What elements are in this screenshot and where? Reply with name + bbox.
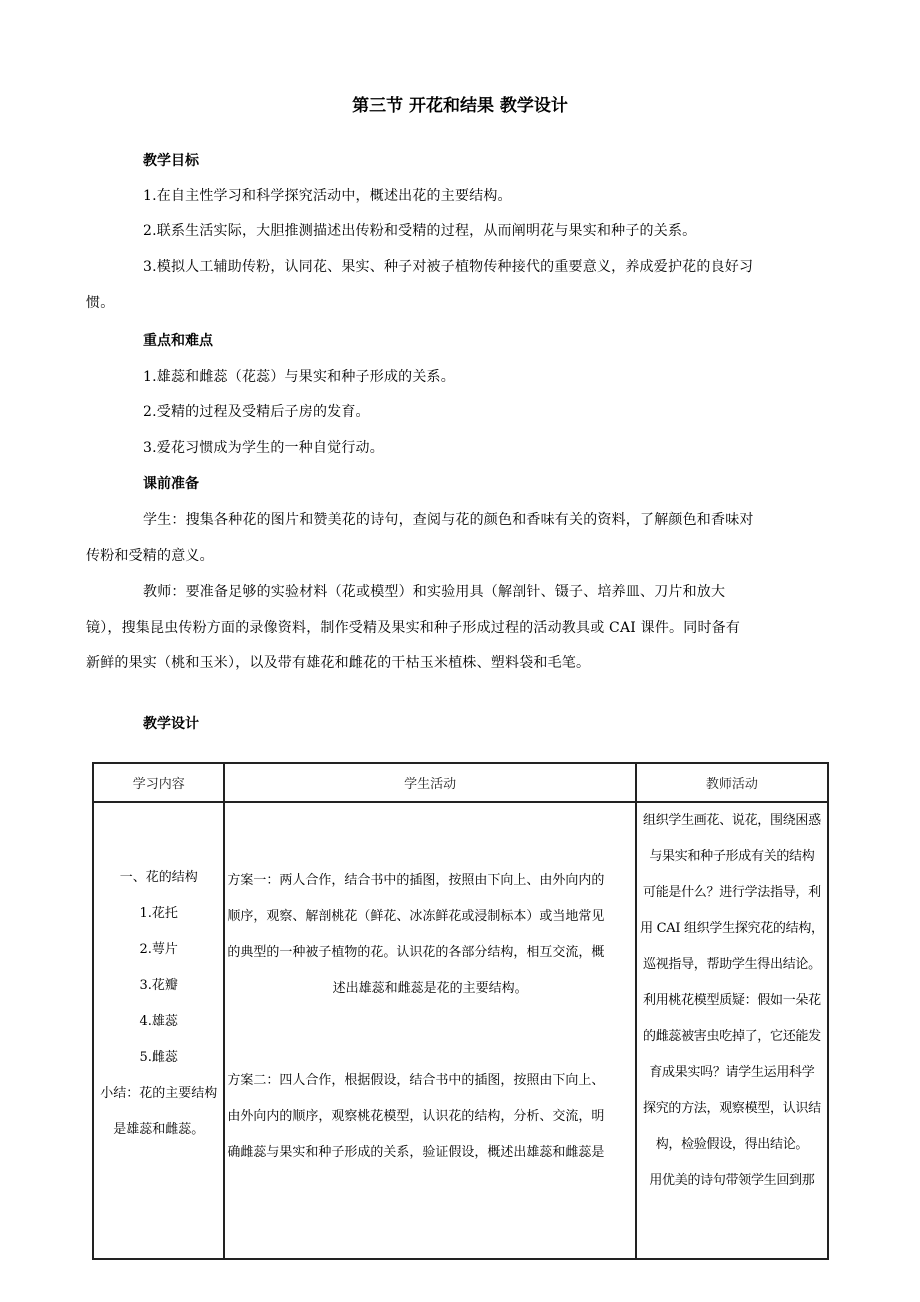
student-activity-cell (224, 802, 635, 1259)
plan1-line: 方案一：两人合作，结合书中的插图，按照由下向上、由外向内的 (227, 873, 605, 888)
header-teacher-activity: 教师活动 (636, 763, 828, 802)
teacher-line: 利用桃花模型质疑：假如一朵花 (643, 993, 821, 1008)
design-heading: 教学设计 (143, 716, 199, 732)
key-point-item: 1.雄蕊和雌蕊（花蕊）与果实和种子形成的关系。 (143, 369, 455, 385)
objective-item: 3.模拟人工辅助传粉，认同花、果实、种子对被子植物传种接代的重要意义，养成爱护花的良好习 (143, 259, 754, 275)
teacher-line: 的雌蕊被害虫吃掉了，它还能发 (643, 1029, 821, 1044)
student-prep-line: 学生：搜集各种花的图片和赞美花的诗句，查阅与花的颜色和香味有关的资料，了解颜色和香味对 (143, 512, 754, 528)
teacher-prep-line: 新鲜的果实（桃和玉米），以及带有雄花和雌花的干枯玉米植株、塑料袋和毛笔。 (86, 655, 591, 671)
content-line: 1.花托 (139, 906, 178, 921)
teacher-line: 可能是什么？进行学法指导，利 (643, 885, 821, 900)
preparation-heading: 课前准备 (143, 476, 199, 492)
content-cell (93, 802, 224, 1259)
objective-item-continuation: 惯。 (86, 295, 115, 311)
plan2-line: 确雌蕊与果实和种子形成的关系，验证假设，概述出雄蕊和雌蕊是 (227, 1145, 605, 1160)
plan2-line: 方案二：四人合作，根据假设，结合书中的插图，按照由下向上、 (227, 1073, 605, 1088)
content-line: 5.雌蕊 (139, 1050, 178, 1065)
plan1-line: 的典型的一种被子植物的花。认识花的各部分结构，相互交流，概 (227, 945, 605, 960)
content-line: 2.萼片 (139, 942, 178, 957)
teacher-line: 用优美的诗句带领学生回到那 (649, 1173, 815, 1188)
key-point-item: 3.爱花习惯成为学生的一种自觉行动。 (143, 440, 384, 456)
table-header-row (93, 763, 828, 802)
teacher-line: 组织学生画花、说花，围绕困惑 (643, 813, 821, 828)
objective-item: 1.在自主性学习和科学探究活动中，概述出花的主要结构。 (143, 188, 512, 204)
teacher-line: 与果实和种子形成有关的结构 (649, 849, 815, 864)
plan1-line: 述出雄蕊和雌蕊是花的主要结构。 (332, 981, 528, 996)
content-line: 3.花瓣 (139, 978, 178, 993)
teacher-line: 构，检验假设，得出结论。 (655, 1137, 809, 1152)
plan2-line: 由外向内的顺序，观察桃花模型，认识花的结构，分析、交流，明 (227, 1109, 605, 1124)
teacher-line: 用 CAI 组织学生探究花的结构， (640, 921, 824, 936)
objective-item: 2.联系生活实际，大胆推测描述出传粉和受精的过程，从而阐明花与果实和种子的关系。 (143, 223, 697, 239)
plan1-line: 顺序，观察、解剖桃花（鲜花、冰冻鲜花或浸制标本）或当地常见 (227, 909, 605, 924)
teacher-prep-line: 教师：要准备足够的实验材料（花或模型）和实验用具（解剖针、镊子、培养皿、刀片和放大 (143, 584, 726, 600)
table-row (93, 802, 828, 1259)
teacher-activity-cell (636, 802, 828, 1259)
header-content: 学习内容 (93, 763, 224, 802)
header-student-activity: 学生活动 (224, 763, 635, 802)
content-line: 4.雄蕊 (139, 1014, 178, 1029)
teacher-line: 巡视指导，帮助学生得出结论。 (643, 957, 821, 972)
teacher-line: 育成果实吗？请学生运用科学 (649, 1065, 815, 1080)
content-line: 小结：花的主要结构 (100, 1086, 218, 1101)
content-line: 是雄蕊和雌蕊。 (113, 1122, 205, 1137)
key-points-heading: 重点和难点 (143, 333, 213, 349)
student-prep-line: 传粉和受精的意义。 (86, 548, 214, 564)
page-title: 第三节 开花和结果 教学设计 (352, 96, 568, 116)
content-line: 一、花的结构 (119, 870, 198, 885)
teacher-line: 探究的方法，观察模型，认识结 (643, 1101, 821, 1116)
objectives-heading: 教学目标 (143, 153, 199, 169)
design-table (92, 762, 829, 1260)
teacher-prep-line: 镜），搜集昆虫传粉方面的录像资料，制作受精及果实和种子形成过程的活动教具或 CAI 课件。同时备有 (86, 620, 741, 636)
key-point-item: 2.受精的过程及受精后子房的发育。 (143, 404, 370, 420)
